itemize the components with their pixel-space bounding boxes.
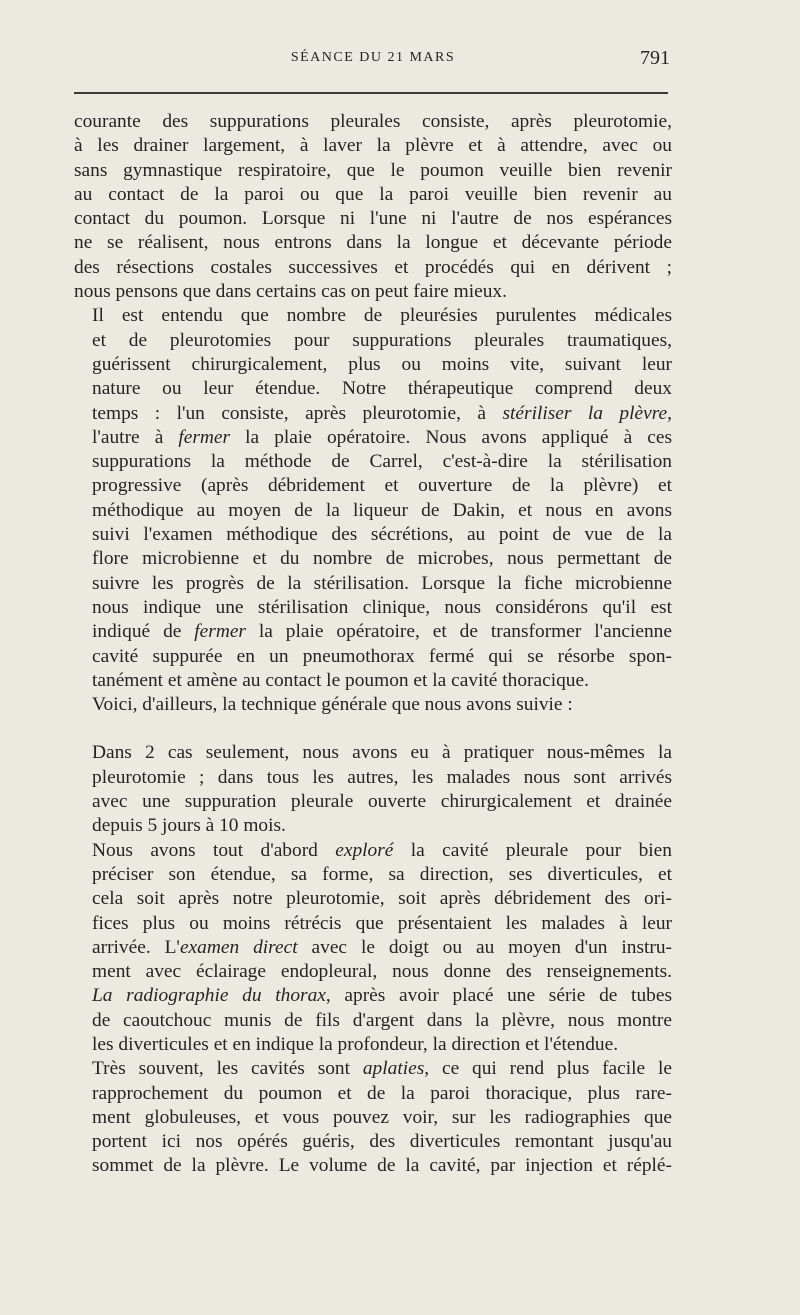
emphasis-fermer: fermer <box>178 426 231 448</box>
paragraph-3 <box>74 693 672 717</box>
text-run: avec le doigt ou au moyen d'un instru- <box>297 936 673 958</box>
text-run: , après avoir placé une série de tubes <box>325 985 672 1007</box>
text-line: sans gymnastique respiratoire, que le poumon veuille bien revenir <box>74 159 672 181</box>
paragraph-1 <box>74 110 672 304</box>
text-line <box>74 984 672 1008</box>
emphasis-aplaties: aplaties <box>362 1058 425 1080</box>
text-line: avec une suppuration pleurale ouverte chirurgicalement et drainée <box>92 791 672 813</box>
text-line: de caoutchouc munis de fils d'argent dans la plèvre, nous montre <box>92 1009 672 1031</box>
text-line: des résections costales successives et procédés qui en dérivent ; <box>74 256 672 278</box>
text-line: suivre les progrès de la stérilisation. Lorsque la fiche microbienne <box>92 572 672 594</box>
text-line: flore microbienne et du nombre de microbes, nous permettant de <box>92 548 672 570</box>
text-line: guérissent chirurgicalement, plus ou moins vite, suivant leur <box>92 353 672 375</box>
text-line: sommet de la plèvre. Le volume de la cavité, par injection et réplé- <box>92 1155 672 1177</box>
text-line: suppurations la méthode de Carrel, c'est-à-dire la stérilisation <box>92 451 672 473</box>
text-line: nous pensons que dans certains cas on peut faire mieux. <box>74 281 507 303</box>
text-line: les diverticules et en indique la profondeur, la direction et l'étendue. <box>92 1033 619 1055</box>
text-line <box>74 402 672 426</box>
text-run: l'autre à <box>92 426 179 448</box>
text-line: tanément et amène au contact le poumon et la cavité thoracique. <box>92 669 589 691</box>
text-run: Très souvent, les cavités sont <box>92 1058 363 1080</box>
text-line: suivi l'examen méthodique des sécrétions, au point de vue de la <box>92 524 672 546</box>
text-line: nature ou leur étendue. Notre thérapeutique comprend deux <box>92 378 672 400</box>
text-line: courante des suppurations pleurales consiste, après pleurotomie, <box>74 111 672 132</box>
paragraph-4 <box>74 741 672 838</box>
text-run: la cavité pleurale pour bien <box>393 839 672 861</box>
emphasis-radiographie: La radiographie du thorax <box>92 985 326 1007</box>
text-line: Voici, d'ailleurs, la technique générale que nous avons suivie : <box>92 694 573 716</box>
text-line: contact du poumon. Lorsque ni l'une ni l'autre de nos espérances <box>74 208 672 230</box>
emphasis-steriliser: stériliser la plèvre <box>502 402 668 424</box>
running-head <box>74 47 672 72</box>
header-rule <box>74 92 668 94</box>
paragraph-5 <box>74 839 672 1058</box>
emphasis-examen-direct: examen direct <box>179 936 298 958</box>
text-line: progressive (après débridement et ouverture de la plèvre) et <box>92 475 672 497</box>
text-line: depuis 5 jours à 10 mois. <box>92 815 286 837</box>
text-line: Il est entendu que nombre de pleurésies purulentes médicales <box>92 305 672 327</box>
text-line <box>74 426 672 450</box>
text-line: cela soit après notre pleurotomie, soit après débridement des ori- <box>92 888 672 910</box>
text-line: cavité suppurée en un pneumothorax fermé qui se résorbe spon- <box>92 645 672 667</box>
paragraph-6 <box>74 1057 672 1178</box>
text-line: ment avec éclairage endopleural, nous donne des renseignements. <box>92 961 672 983</box>
text-line: et de pleurotomies pour suppurations pleurales traumatiques, <box>92 329 672 351</box>
text-line: rapprochement du poumon et de la paroi thoracique, plus rare- <box>92 1082 672 1104</box>
text-run: la plaie opératoire. Nous avons appliqué à ces <box>230 426 673 448</box>
text-run: , <box>667 402 672 424</box>
running-head-title: SÉANCE DU 21 MARS <box>290 50 456 65</box>
text-line: fices plus ou moins rétrécis que présentaient les malades à leur <box>92 912 672 934</box>
paragraph-2 <box>74 304 672 693</box>
text-line <box>74 839 672 863</box>
text-line: ne se réalisent, nous entrons dans la longue et décevante période <box>74 232 672 254</box>
text-line: préciser son étendue, sa forme, sa direction, ses diverticules, et <box>92 863 672 885</box>
text-run: la plaie opératoire, et de transformer l'ancienne <box>245 621 672 643</box>
text-run: arrivée. L' <box>92 936 180 958</box>
text-line: pleurotomie ; dans tous les autres, les malades nous sont arrivés <box>92 766 672 788</box>
text-line <box>74 620 672 644</box>
text-run: temps : l'un consiste, après pleurotomie, à <box>92 402 503 424</box>
emphasis-fermer: fermer <box>194 621 246 643</box>
page-number: 791 <box>640 47 670 69</box>
text-line: nous indique une stérilisation clinique, nous considérons qu'il est <box>92 596 672 618</box>
text-run: , ce qui rend plus facile le <box>424 1058 672 1080</box>
text-run: indiqué de <box>92 621 195 643</box>
text-run: Nous avons tout d'abord <box>92 839 336 861</box>
text-line: ment globuleuses, et vous pouvez voir, sur les radiographies que <box>92 1106 672 1128</box>
text-line: à les drainer largement, à laver la plèvre et à attendre, avec ou <box>74 135 672 157</box>
text-line: méthodique au moyen de la liqueur de Dakin, et nous en avons <box>92 499 672 521</box>
emphasis-explore: exploré <box>335 839 394 861</box>
text-line <box>74 1057 672 1081</box>
body-text <box>74 110 672 1179</box>
text-line: au contact de la paroi ou que la paroi veuille bien revenir au <box>74 183 672 205</box>
text-line <box>74 936 672 960</box>
text-line: portent ici nos opérés guéris, des diverticules remontant jusqu'au <box>92 1131 672 1153</box>
text-line: Dans 2 cas seulement, nous avons eu à pratiquer nous-mêmes la <box>92 742 672 764</box>
